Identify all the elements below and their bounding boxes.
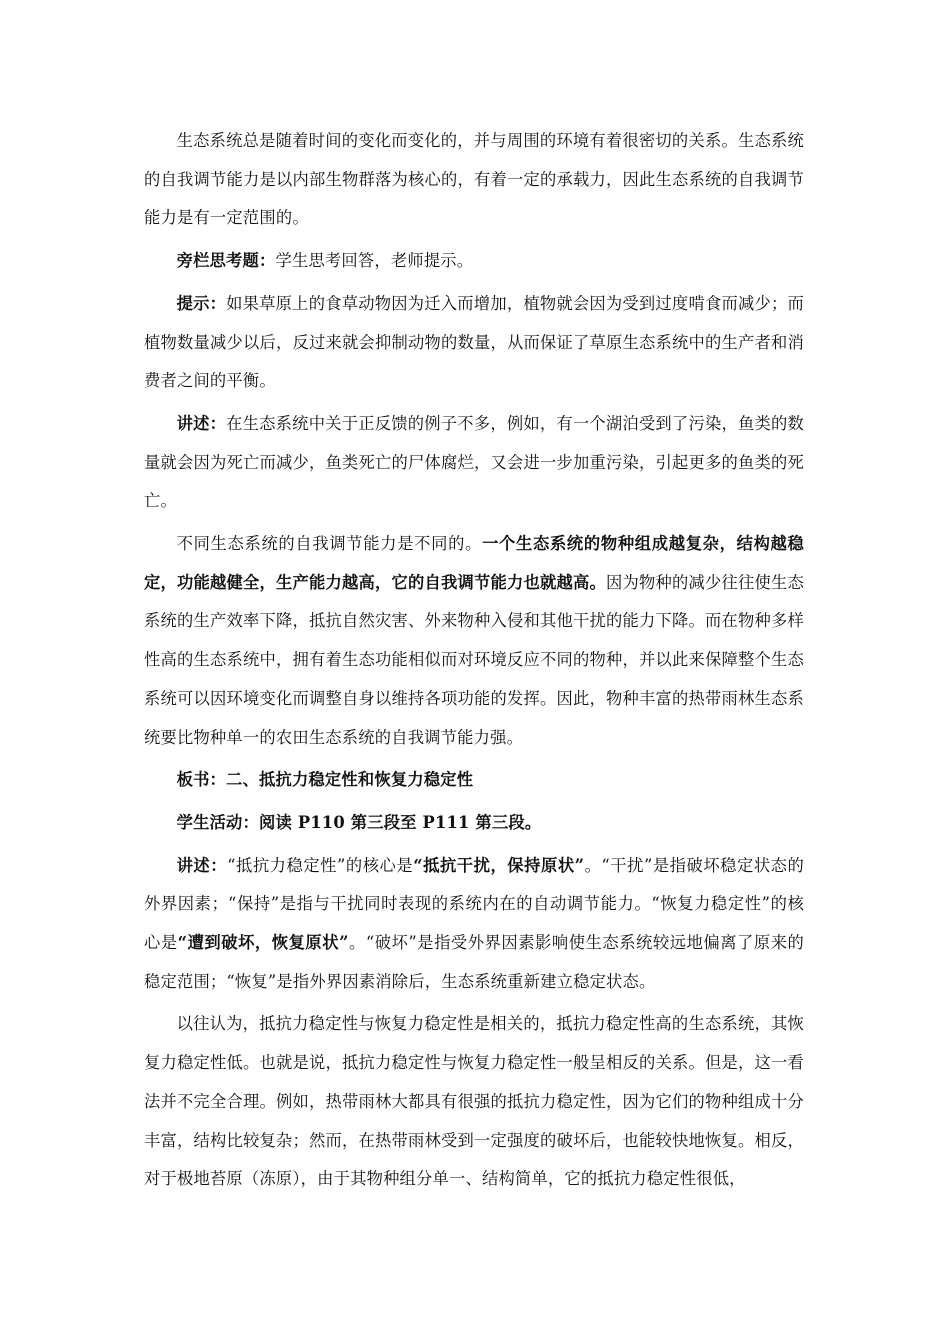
paragraph-board-heading [144,761,804,800]
text-run: 。“干扰”是指破坏稳定状态的外界因素；“保持”是指与干扰同时表现的系统内在的自动调节能力。“恢复力稳定性”的核心是 [144,855,804,953]
text-run: 如果草原上的食草动物因为迁入而增加，植物就会因为受到过度啃食而减少；而植物数量减少以后，反过来就会抑制动物的数量，从而保证了草原生态系统中的生产者和消费者之间的平衡。 [144,293,804,391]
paragraph-positive-feedback [144,405,804,521]
paragraph-stability-definitions [144,847,804,1002]
text-run-bold: 板书：二、抵抗力稳定性和恢复力稳定性 [176,770,474,790]
paragraph-student-activity [144,804,804,843]
paragraph-ecosystem-change [144,122,804,238]
text-run-bold: 讲述： [176,855,228,875]
text-run: 。“破坏”是指受外界因素影响使生态系统较远地偏离了原来的稳定范围；“恢复”是指外界因素消除后，生态系统重新建立稳定状态。 [144,933,805,991]
paragraph-stability-relationship [144,1005,804,1199]
document-body [144,122,804,1203]
text-run-bold: 旁栏思考题： [176,251,276,271]
text-run-bold: 讲述： [176,413,227,433]
text-run: 因为物种的减少往往使生态系统的生产效率下降，抵抗自然灾害、外来物种入侵和其他干扰的能力下降。而在物种多样性高的生态系统中，拥有着生态功能相似而对环境反应不同的物种，并以此来保障整个生态系统可以因环境变化而调整自身以维持各项功能的发挥。因此，物种丰富的热带雨林生态系统要比物种单一的农田生态系统的自我调节能力强。 [144,572,804,747]
text-run: “抵抗力稳定性”的核心是 [227,855,414,875]
text-run-bold: “抵抗干扰，保持原状” [413,855,585,875]
text-run: 不同生态系统的自我调节能力是不同的。 [176,534,483,554]
text-run-bold: 提示： [176,293,227,313]
text-run: 以往认为，抵抗力稳定性与恢复力稳定性是相关的，抵抗力稳定性高的生态系统，其恢复力稳定性低。也就是说，抵抗力稳定性与恢复力稳定性一般呈相反的关系。但是，这一看法并不完全合理。例如，热带雨林大都具有很强的抵抗力稳定性，因为它们的物种组成十分丰富，结构比较复杂；然而，在热带雨林受到一定强度的破坏后，也能较快地恢复。相反，对于极地苔原（冻原），由于其物种组分单一、结构简单，它的抵抗力稳定性很低， [144,1014,804,1189]
text-run-bold: “遭到破坏，恢复原状” [177,933,349,953]
text-run: 在生态系统中关于正反馈的例子不多，例如，有一个湖泊受到了污染，鱼类的数量就会因为死亡而减少，鱼类死亡的尸体腐烂，又会进一步加重污染，引起更多的鱼类的死亡。 [144,413,804,511]
text-run: 生态系统总是随着时间的变化而变化的，并与周围的环境有着很密切的关系。生态系统的自我调节能力是以内部生物群落为核心的，有着一定的承载力，因此生态系统的自我调节能力是有一定范围的。 [144,131,804,228]
paragraph-sidebar-question [144,242,804,281]
paragraph-self-regulation [144,525,804,757]
text-run: 学生思考回答，老师提示。 [275,251,474,271]
text-run-bold: 学生活动：阅读 P110 第三段至 P111 第三段。 [176,812,542,832]
text-run-bold: 一个生态系统的物种组成越复杂，结构越稳定，功能越健全，生产能力越高，它的自我调节能力也就越高。 [144,534,804,592]
paragraph-hint [144,285,804,401]
